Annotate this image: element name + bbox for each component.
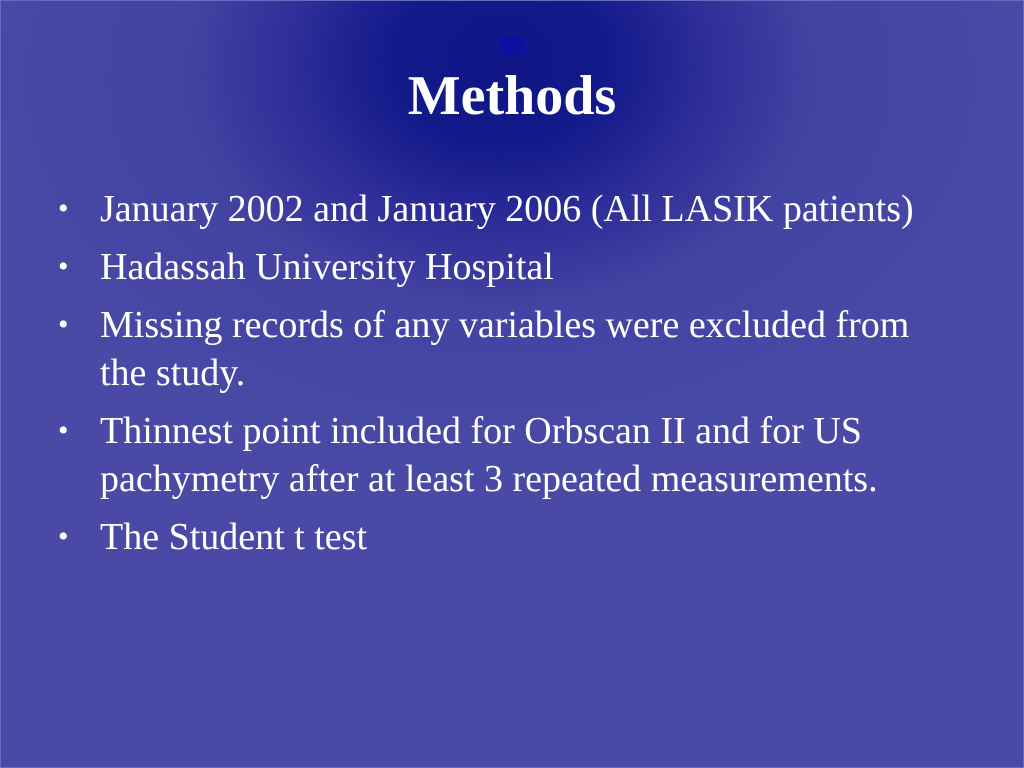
title-accent-square xyxy=(500,37,525,55)
bullet-icon: • xyxy=(58,308,69,341)
bullet-item xyxy=(58,513,958,561)
bullet-item xyxy=(58,243,958,291)
bullet-text: The Student t test xyxy=(100,516,368,558)
bullet-item xyxy=(58,301,958,397)
bullet-item xyxy=(58,407,958,503)
bullet-icon: • xyxy=(58,414,69,447)
bullet-text: Missing records of any variables were excluded from the study. xyxy=(100,304,910,394)
bullet-icon: • xyxy=(58,192,69,225)
slide-title: Methods xyxy=(407,65,617,127)
bullet-item xyxy=(58,185,958,233)
bullet-text: Thinnest point included for Orbscan II and for US pachymetry after at least 3 repeated measurements. xyxy=(100,410,878,500)
bullet-list xyxy=(58,185,958,571)
bullet-text: January 2002 and January 2006 (All LASIK patients) xyxy=(100,188,914,230)
bullet-text: Hadassah University Hospital xyxy=(100,246,554,288)
bullet-icon: • xyxy=(58,520,69,553)
bullet-icon: • xyxy=(58,250,69,283)
